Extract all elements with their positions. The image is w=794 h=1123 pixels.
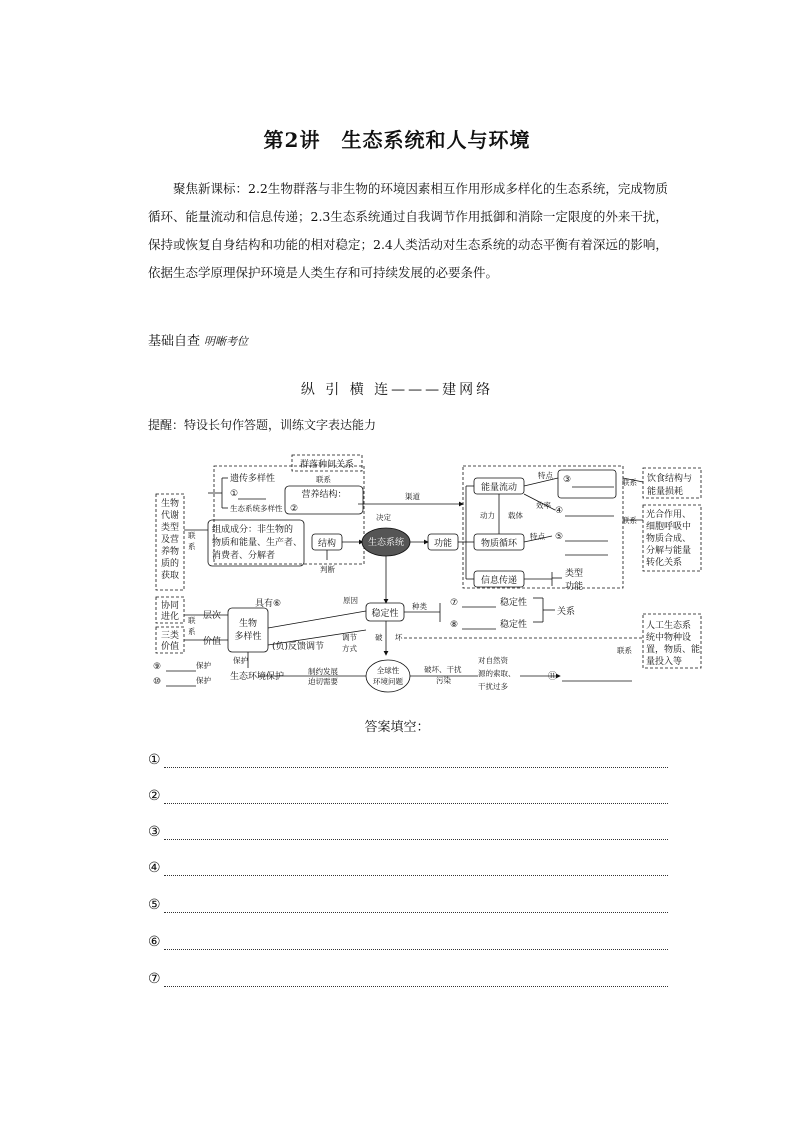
reason-label: 原因 [343, 596, 358, 605]
coevo-1: 协同 [160, 601, 180, 611]
composition-line-2: 物质和能量、生产者、 [212, 538, 303, 548]
answers-title: 答案填空： [364, 720, 430, 735]
biodiv-2: 多样性 [234, 632, 262, 642]
ecosystem-label: 生态系统 [367, 538, 405, 548]
answer-line[interactable] [164, 803, 668, 804]
section-label: 基础自查 [148, 334, 201, 349]
level-label: 层次 [203, 611, 222, 621]
link-3: 联系 [617, 646, 632, 655]
overuse-2: 源的索取、 [478, 669, 516, 678]
answer-row[interactable] [148, 934, 668, 954]
restrict-2: 迫切需要 [308, 677, 338, 686]
protect-word: 保护 [233, 656, 248, 665]
structure-label: 结构 [317, 539, 337, 549]
values-2: 价值 [160, 642, 180, 652]
species-box-3: 类型 [160, 523, 180, 533]
protect-label: 生态环境保护 [230, 672, 285, 682]
values-1: 三类 [160, 631, 180, 641]
artificial-3: 置，物质、能 [646, 645, 701, 655]
artificial-2: 统中物种设 [646, 633, 692, 643]
link-2: 联系 [622, 516, 637, 525]
mark-10: ⑩ [153, 677, 162, 687]
mark-4: ④ [555, 506, 564, 516]
kind-label: 种类 [412, 602, 427, 611]
answer-line[interactable] [164, 767, 668, 768]
func-label: 功能 [565, 582, 584, 592]
species-box-7: 获取 [160, 571, 180, 581]
photo-5: 转化关系 [646, 558, 683, 568]
composition-line-1: 组成成分：非生物的 [212, 525, 294, 535]
eco-div-label: 生态系统多样性 [230, 504, 283, 513]
photo-2: 细胞呼吸中 [646, 522, 692, 532]
answer-number: ④ [148, 860, 161, 876]
answer-number: ⑥ [148, 934, 161, 950]
species-box-4: 及营 [160, 535, 180, 545]
species-box-5: 养物 [160, 547, 180, 557]
genetic-label: 遗传多样性 [230, 474, 276, 484]
food-web-1: 饮食结构与 [647, 474, 693, 484]
regulation-1: 调节 [342, 633, 357, 642]
species-box-2: 代谢 [160, 511, 180, 521]
restrict-1: 制约发展 [308, 667, 338, 676]
link-v-1: 联 [188, 531, 196, 540]
channel-label: 渠道 [405, 492, 420, 501]
damage-1: 破坏、干扰 [424, 665, 462, 674]
value-label: 价值 [203, 637, 222, 647]
network-title: 纵 引 横 连———建网络 [300, 382, 494, 398]
judge-label: 判断 [320, 565, 335, 574]
biodiv-1: 生物 [238, 619, 258, 629]
regulation-2: 方式 [342, 644, 357, 653]
tip-text: 提醒：特设长句作答题，训练文字表达能力 [148, 418, 377, 432]
type-label: 类型 [565, 569, 584, 579]
mark-5: ⑤ [555, 532, 564, 542]
answer-number: ⑤ [148, 897, 161, 913]
mark-9: ⑨ [153, 662, 162, 672]
link-1: 联系 [622, 478, 637, 487]
intro-paragraph: 聚焦新课标：2.2生物群落与非生物的环境因素相互作用形成多样化的生态系统，完成物质循环、能量流动和信息传递；2.3生态系统通过自我调节作用抵御和消除一定限度的外来干扰，保持或恢复自身结构和功能的相对稳定；2.4人类活动对生态系统的动态平衡有着深远的影响，依据生态学原理保护环境是人类生存和可持续发展的必要条件。 [148, 181, 668, 280]
mark-2: ② [290, 504, 299, 514]
composition-line-3: 消费者、分解者 [212, 551, 276, 561]
protect-word-10: 保护 [196, 676, 211, 685]
carrier-label: 载体 [508, 511, 523, 520]
answer-row[interactable] [148, 824, 668, 844]
info-label: 信息传递 [480, 576, 518, 586]
answer-row[interactable] [148, 897, 668, 917]
answer-line[interactable] [164, 949, 668, 950]
overuse-3: 干扰过多 [478, 682, 508, 691]
answer-number: ① [148, 752, 161, 768]
mark-8: ⑧ [450, 620, 459, 630]
answer-line[interactable] [164, 986, 668, 987]
feedback-label: (负)反馈调节 [272, 642, 325, 652]
link-v-2: 系 [188, 542, 196, 551]
relation-label: 关系 [557, 607, 576, 617]
energy-flow-label: 能量流动 [480, 483, 518, 493]
page-title: 第2讲 生态系统和人与环境 [263, 128, 531, 152]
interspecies-label: 群落种间关系 [299, 460, 355, 470]
global-issue-node [366, 660, 410, 692]
destroy-1: 破 [375, 633, 383, 642]
answer-row[interactable] [148, 752, 668, 772]
feature-label-2: 特点 [530, 532, 545, 541]
stability-label: 稳定性 [371, 609, 399, 619]
answer-row[interactable] [148, 860, 668, 880]
efficiency-label: 效率 [536, 501, 551, 510]
overuse-1: 对自然资 [478, 656, 508, 665]
trophic-label: 营养结构： [301, 490, 347, 500]
global-2: 环境问题 [373, 677, 403, 686]
protect-word-9: 保护 [196, 661, 211, 670]
photo-3: 物质合成、 [646, 534, 692, 544]
section-sub: 明晰考位 [204, 335, 249, 348]
link-4: 联系 [316, 475, 331, 484]
answer-number: ② [148, 788, 161, 804]
answer-line[interactable] [164, 912, 668, 913]
material-cycle-label: 物质循环 [480, 539, 518, 549]
power-label: 动力 [480, 511, 495, 520]
photo-4: 分解与能量 [646, 546, 692, 556]
stab1-label: 稳定性 [500, 598, 528, 608]
answer-line[interactable] [164, 839, 668, 840]
mark-3: ③ [563, 475, 572, 485]
decide-label: 决定 [376, 513, 391, 522]
photo-1: 光合作用、 [646, 510, 692, 520]
destroy-2: 坏 [395, 633, 403, 642]
damage-2: 污染 [436, 676, 451, 685]
answer-number: ③ [148, 824, 161, 840]
answer-row[interactable] [148, 971, 668, 991]
mark-1: ① [230, 489, 239, 499]
artificial-4: 量投入等 [646, 657, 683, 667]
artificial-1: 人工生态系 [646, 621, 692, 631]
mark-11: ⑪ [548, 672, 558, 682]
feature-label-1: 特点 [538, 471, 553, 480]
species-box-1: 生物 [160, 499, 180, 509]
food-web-2: 能量损耗 [647, 487, 684, 497]
function-label: 功能 [433, 539, 453, 549]
mark-7: ⑦ [450, 598, 459, 608]
answer-number: ⑦ [148, 971, 161, 987]
species-box-6: 质的 [160, 559, 180, 569]
has-label: 具有⑥ [255, 599, 282, 609]
coevo-2: 进化 [160, 612, 180, 622]
stab2-label: 稳定性 [500, 620, 528, 630]
link-v-4: 系 [188, 627, 196, 636]
answer-line[interactable] [164, 875, 668, 876]
answer-row[interactable] [148, 788, 668, 808]
link-v-3: 联 [188, 616, 196, 625]
global-1: 全球性 [376, 666, 400, 675]
